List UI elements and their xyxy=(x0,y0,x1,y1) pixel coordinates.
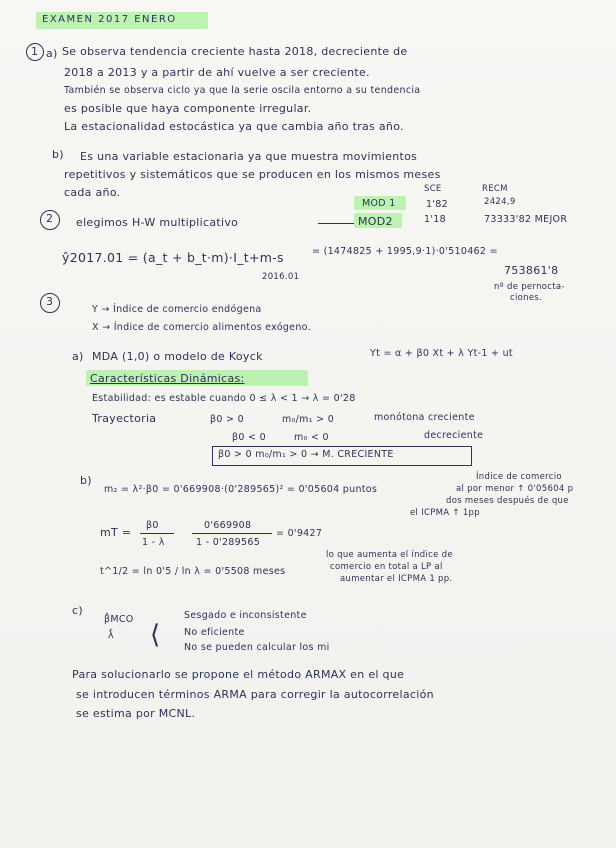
q3-mt-left: mT = xyxy=(100,526,132,539)
fraction-bar xyxy=(192,533,272,534)
q3-traj2-left: β0 < 0 xyxy=(232,432,266,443)
q1-a-line: 2018 a 2013 y a partir de ahí vuelve a ser creciente. xyxy=(64,66,370,79)
q3-m2-note: Índice de comercio xyxy=(476,472,562,482)
q3-model-equation: Yt = α + β0 Xt + λ Yt-1 + ut xyxy=(370,348,513,359)
q3-t-formula: t^1/2 = ln 0'5 / ln λ = 0'5508 meses xyxy=(100,566,286,577)
q3-dynamic-title: Características Dinámicas: xyxy=(90,372,245,385)
q3-traj2-mid: m₀ < 0 xyxy=(294,432,329,443)
q3-number: 3 xyxy=(46,295,54,308)
q3-mt-numerator-2: 0'669908 xyxy=(204,520,252,531)
q1-a-line: La estacionalidad estocástica ya que cambia año tras año. xyxy=(64,120,404,133)
q2-text: elegimos H-W multiplicativo xyxy=(76,216,239,229)
q3-b-label: b) xyxy=(80,474,92,487)
q3-mt-numerator: β0 xyxy=(146,520,159,531)
q3-c-label: c) xyxy=(72,604,83,617)
q1-a-line: También se observa ciclo ya que la serie oscila entorno a su tendencia xyxy=(64,85,421,96)
q3-c-item: Sesgado e inconsistente xyxy=(184,610,307,621)
q3-mt-note: aumentar el ICPMA 1 pp. xyxy=(340,574,453,584)
q2-formula-left: ŷ2017.01 = (a_t + b_t·m)·I_t+m-s xyxy=(62,250,284,265)
q1-b-line: Es una variable estacionaria ya que muestra movimientos xyxy=(80,150,418,163)
brace-glyph: ⟨ xyxy=(150,620,161,650)
q3-mt-note: lo que aumenta el índice de xyxy=(326,550,453,560)
q2-formula-subscript: 2016.01 xyxy=(262,272,300,282)
q3-traj1-left: β0 > 0 xyxy=(210,414,244,425)
page-title: EXAMEN 2017 ENERO xyxy=(42,14,177,25)
q3-solution-line: se introducen términos ARMA para corregir la autocorrelación xyxy=(76,688,434,701)
q1-number: 1 xyxy=(31,45,39,58)
q3-solution-line: Para solucionarlo se propone el método ARMAX en el que xyxy=(72,668,405,681)
sce-value: 1'82 xyxy=(426,199,448,210)
sce-header: SCE xyxy=(424,184,442,194)
q3-solution-line: se estima por MCNL. xyxy=(76,707,196,720)
q3-x-definition: X → Índice de comercio alimentos exógeno. xyxy=(92,322,311,333)
q3-traj1-right: monótona creciente xyxy=(374,412,475,423)
q3-m2-formula: m₂ = λ²·β0 = 0'669908·(0'289565)² = 0'05604 puntos xyxy=(104,484,378,495)
q1-b-line: cada año. xyxy=(64,186,121,199)
sce-value: 1'18 xyxy=(424,214,446,225)
q2-formula-right: = (1474825 + 1995,9·1)·0'510462 = xyxy=(312,246,498,257)
arrow-line xyxy=(318,223,354,224)
q1-a-line: Se observa tendencia creciente hasta 2018, decreciente de xyxy=(62,45,408,58)
q3-c-item: No eficiente xyxy=(184,627,245,638)
q3-mt-denominator: 1 - λ xyxy=(142,537,165,548)
q2-result-note: ciones. xyxy=(510,293,543,303)
q1-a-line: es posible que haya componente irregular. xyxy=(64,102,312,115)
q1-a-label: a) xyxy=(46,47,58,60)
q3-c-mco: β̂MCO xyxy=(104,614,134,625)
q3-traj2-right: decreciente xyxy=(424,430,484,441)
q3-mt-denominator-2: 1 - 0'289565 xyxy=(196,537,261,548)
recm-value: 73333'82 MEJOR xyxy=(484,214,568,225)
q3-boxed-text: β0 > 0 m₀/m₁ > 0 → M. CRECIENTE xyxy=(218,449,394,460)
q3-mt-result: = 0'9427 xyxy=(276,528,323,539)
recm-header: RECM xyxy=(482,184,508,194)
q1-b-line: repetitivos y sistemáticos que se producen en los mismos meses xyxy=(64,168,441,181)
mod2-label: MOD2 xyxy=(358,215,393,228)
q3-y-definition: Y → Índice de comercio endógena xyxy=(92,304,262,315)
q3-traj1-mid: m₀/m₁ > 0 xyxy=(282,414,335,425)
q2-result-note: nº de pernocta- xyxy=(494,282,565,292)
q3-stability: Estabilidad: es estable cuando 0 ≤ λ < 1 → λ = 0'28 xyxy=(92,393,356,404)
q3-c-item: No se pueden calcular los mi xyxy=(184,642,330,653)
fraction-bar xyxy=(140,533,174,534)
mod1-label: MOD 1 xyxy=(362,198,396,209)
q3-m2-note: dos meses después de que xyxy=(446,496,569,506)
q3-mt-note: comercio en total a LP al xyxy=(330,562,443,572)
q3-m2-note: el ICPMA ↑ 1pp xyxy=(410,508,480,518)
q3-trajectory-label: Trayectoria xyxy=(92,412,157,425)
q3-c-lambda: λ̂ xyxy=(108,630,114,641)
q2-result: 753861'8 xyxy=(504,264,559,277)
q2-number: 2 xyxy=(46,212,54,225)
q3-m2-note: al por menor ↑ 0'05604 p xyxy=(456,484,574,494)
q1-b-label: b) xyxy=(52,148,64,161)
q3-model-name: MDA (1,0) o modelo de Koyck xyxy=(92,350,263,363)
q3-a-label: a) xyxy=(72,350,84,363)
recm-value: 2424,9 xyxy=(484,197,516,207)
